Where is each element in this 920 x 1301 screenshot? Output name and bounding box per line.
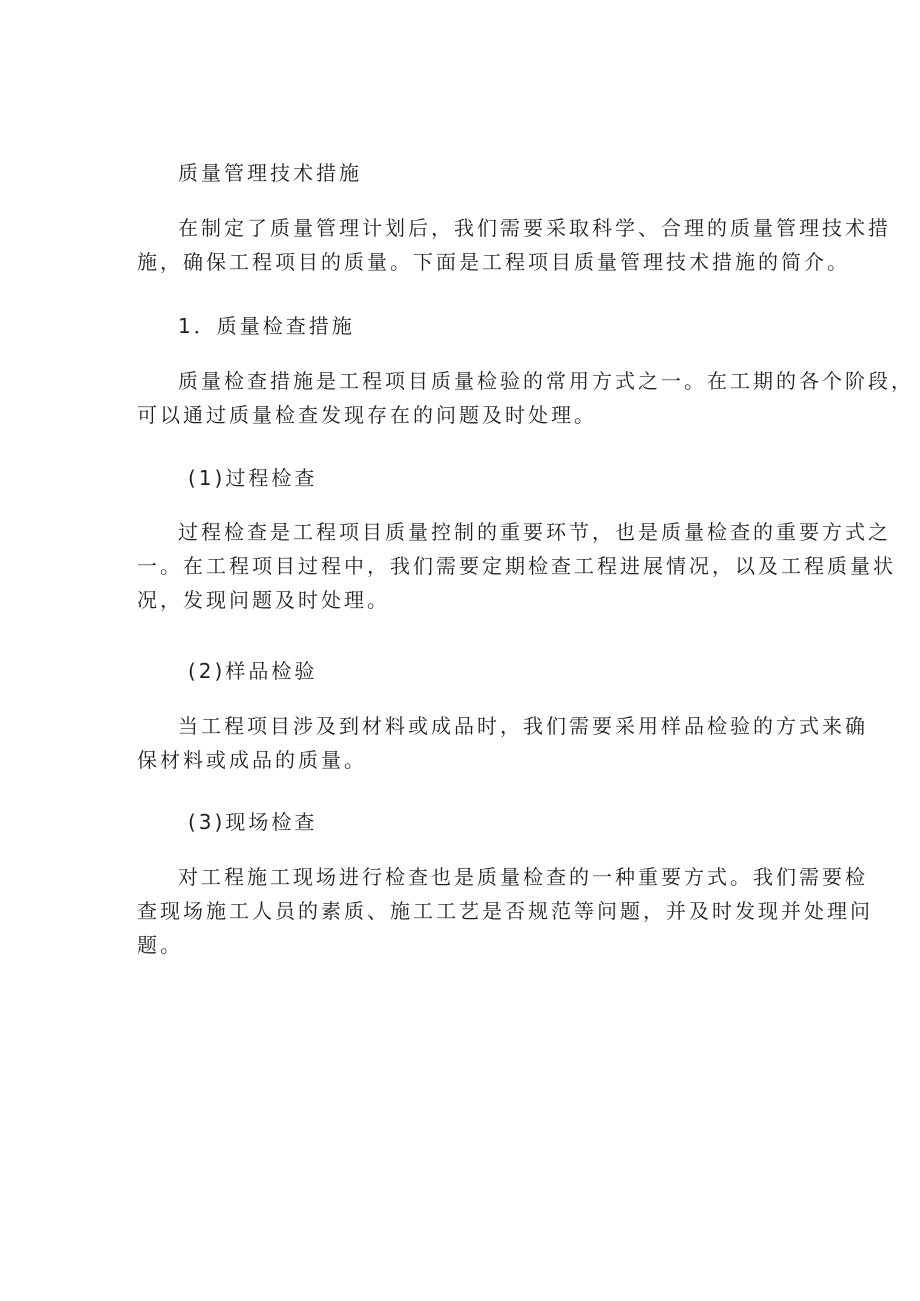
- item-1-paragraph: [137, 515, 896, 617]
- item-3-line-2: 查现场施工人员的素质、施工工艺是否规范等问题，并及时发现并处理问: [137, 899, 873, 923]
- item-2-paragraph: [137, 709, 868, 777]
- document-title: 质量管理技术措施: [178, 161, 362, 185]
- item-3-line-1: 对工程施工现场进行检查也是质量检查的一种重要方式。我们需要检: [178, 865, 868, 889]
- section-1-paragraph: [137, 364, 914, 432]
- intro-line-2: 施，确保工程项目的质量。下面是工程项目质量管理技术措施的简介。: [137, 250, 850, 274]
- intro-paragraph: [137, 211, 891, 279]
- item-1-line-2: 一。在工程项目过程中，我们需要定期检查工程进展情况，以及工程质量状: [137, 554, 896, 578]
- item-2-line-2: 保材料或成品的质量。: [137, 748, 367, 772]
- item-2-line-1: 当工程项目涉及到材料或成品时，我们需要采用样品检验的方式来确: [178, 714, 868, 738]
- item-3-line-3: 题。: [137, 933, 183, 957]
- item-1-heading: (1)过程检查: [188, 466, 318, 490]
- item-1-line-1: 过程检查是工程项目质量控制的重要环节，也是质量检查的重要方式之: [178, 520, 891, 544]
- section-1-line-1: 质量检查措施是工程项目质量检验的常用方式之一。在工期的各个阶段，: [178, 369, 914, 393]
- item-3-heading: (3)现场检查: [188, 810, 318, 834]
- intro-line-1: 在制定了质量管理计划后，我们需要采取科学、合理的质量管理技术措: [178, 216, 891, 240]
- item-1-line-3: 况，发现问题及时处理。: [137, 588, 390, 612]
- item-3-paragraph: [137, 860, 873, 962]
- section-1-heading: 1．质量检查措施: [178, 314, 355, 338]
- section-1-line-2: 可以通过质量检查发现存在的问题及时处理。: [137, 403, 597, 427]
- item-2-heading: (2)样品检验: [188, 659, 318, 683]
